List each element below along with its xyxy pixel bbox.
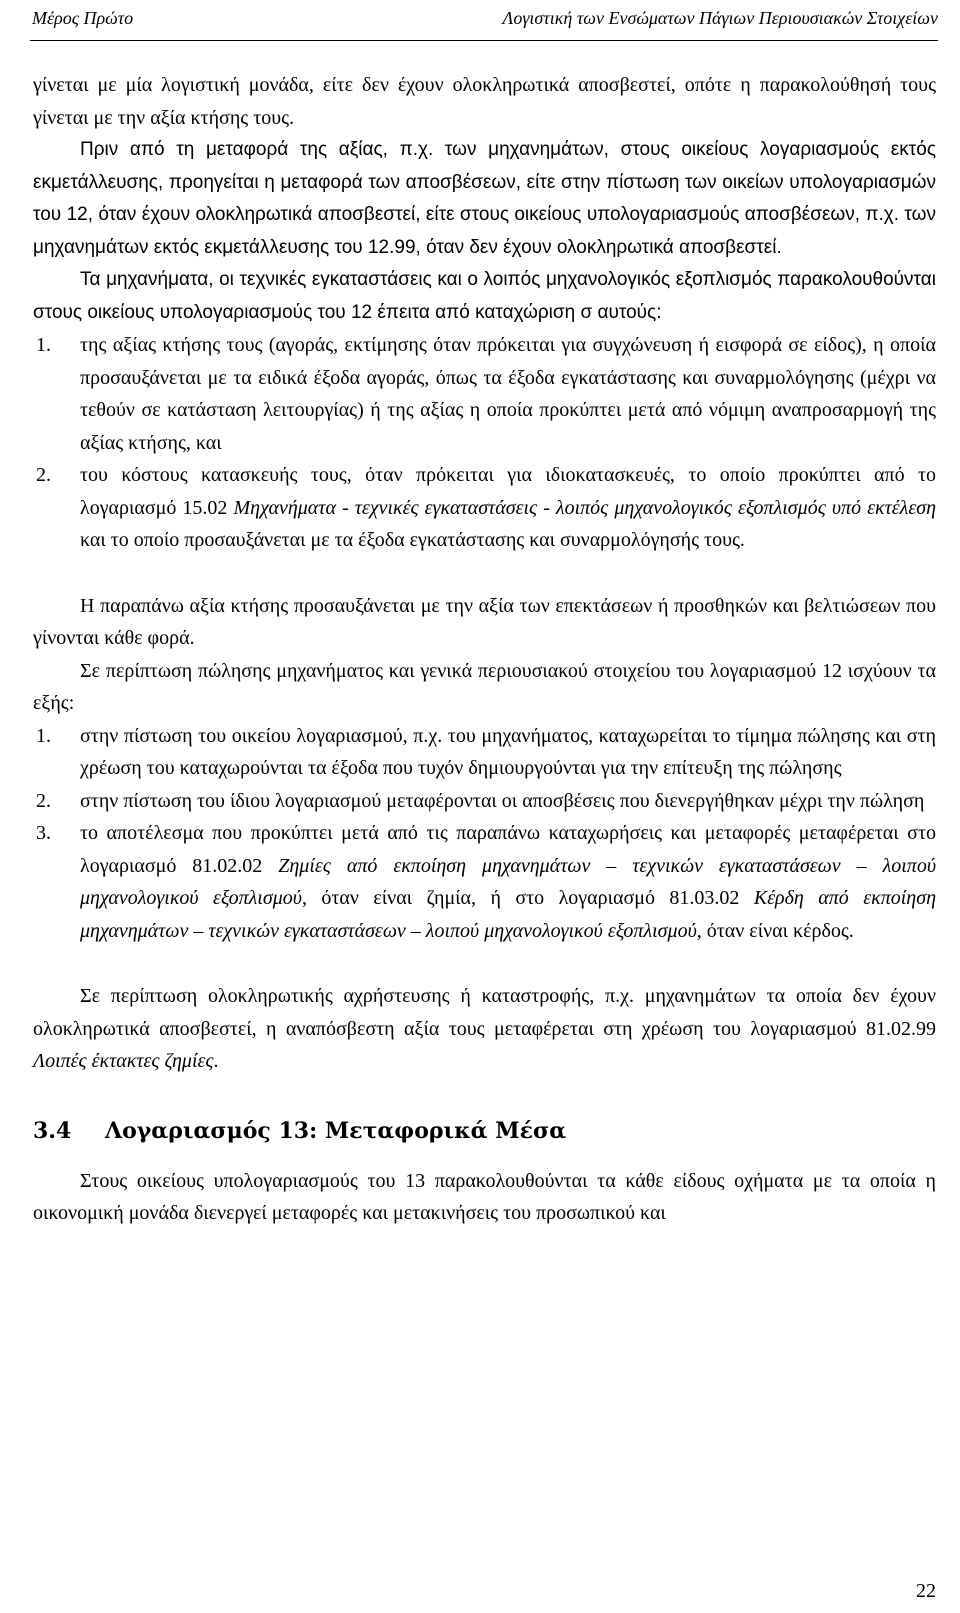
spacer: [33, 557, 936, 590]
account-title-italic: Λοιπές έκτακτες ζημίες: [33, 1050, 214, 1072]
list-number: 3.: [36, 822, 51, 844]
list-number: 2.: [36, 789, 51, 812]
list-text: , όταν είναι ζημία, ή στο λογαριασμό 81.03.02: [301, 887, 754, 909]
list-text: το αποτέλεσμα που προκύπτει μετά από τις παραπάνω καταχωρήσεις και μεταφορές μεταφέρεται στο λογαριασμό 81.02.02: [80, 822, 936, 877]
document-body: [33, 69, 936, 1230]
paragraph-5: Σε περίπτωση πώλησης μηχανήματος και γενικά περιουσιακού στοιχείου του λογαριασμού 12 ισχύουν τα εξής:: [33, 659, 936, 714]
list-number: 1.: [36, 334, 51, 356]
paragraph-1: γίνεται με μία λογιστική μονάδα, είτε δεν έχουν ολοκληρωτικά αποσβεστεί, οπότε η παρακολούθησή τους γίνεται με την αξία κτήσης τους.: [33, 74, 936, 129]
spacer: [33, 947, 936, 980]
paragraph-4: Η παραπάνω αξία κτήσης προσαυξάνεται με την αξία των επεκτάσεων ή προσθηκών και βελτιώσεων που γίνονται κάθε φορά.: [33, 594, 936, 649]
header-chapter-title: Λογιστική των Ενσώματων Πάγιων Περιουσιακών Στοιχείων: [502, 8, 938, 28]
account-title-italic: Μηχανήματα - τεχνικές εγκαταστάσεις - λοιπός μηχανολογικός εξοπλισμός υπό εκτέλεση: [233, 496, 936, 519]
list-item: [33, 720, 936, 785]
list-text: και το οποίο προσαυξάνεται με τα έξοδα εγκατάστασης και συναρμολόγησής τους.: [80, 529, 745, 551]
list-item: [33, 785, 936, 818]
list-text: του κόστους κατασκευής τους, όταν πρόκειται για ιδιοκατασκευές, το οποίο προκύπτει από το λογαριασμό 15.02: [80, 464, 936, 519]
paragraph-text: Σε περίπτωση ολοκληρωτικής αχρήστευσης ή καταστροφής, π.χ. μηχανημάτων τα οποία δεν έχουν ολοκληρωτικά αποσβεστεί, η αναπόσβεστη αξία τους μεταφέρεται στη χρέωση του λογαριασμού 81.02.99: [33, 985, 936, 1040]
list-text: στην πίστωση του οικείου λογαριασμού, π.χ. του μηχανήματος, καταχωρείται το τίμημα πώλησης και στη χρέωση του καταχωρούνται τα έξοδα που τυχόν δημιουργούνται για την επίτευξη της πώλησης: [80, 724, 936, 779]
list-number: 1.: [36, 724, 51, 747]
page-header: [30, 4, 938, 41]
list-text: στην πίστωση του ίδιου λογαριασμού μεταφέρονται οι αποσβέσεις που διενεργήθηκαν μέχρι την πώληση: [80, 789, 925, 812]
list-item: [33, 329, 936, 459]
section-title: Λογαριασμός 13: Μεταφορικά Μέσα: [105, 1117, 567, 1144]
account-title-italic: Ζημίες από εκποίηση μηχανημάτων – τεχνικών εγκαταστάσεων – λοιπού μηχανολογικού εξοπλισμού: [80, 854, 936, 909]
section-number: 3.4: [33, 1117, 72, 1144]
acquisition-list: [33, 329, 936, 557]
paragraph-2: Πριν από τη μεταφορά της αξίας, π.χ. των μηχανημάτων, στους οικείους λογαριασμούς εκτός εκμετάλλευσης, προηγείται η μεταφορά των αποσβέσεων, είτε στην πίστωση των οικείων υπολογαριασμών του 12, όταν έχουν ολοκληρωτικά αποσβεστεί, είτε στους οικείους υπολογαριασμούς αποσβέσεων, π.χ. των μηχανημάτων εκτός εκμετάλλευσης του 12.99, όταν δεν έχουν ολοκληρωτικά αποσβεστεί.: [33, 139, 936, 258]
paragraph-6: [33, 980, 936, 1078]
paragraph-text: .: [213, 1050, 219, 1072]
header-part-label: Μέρος Πρώτο: [32, 8, 134, 28]
sale-list: [33, 720, 936, 948]
section-heading: [33, 1115, 936, 1147]
list-number: 2.: [36, 464, 51, 486]
list-item: [33, 459, 936, 557]
paragraph-3: Τα μηχανήματα, οι τεχνικές εγκαταστάσεις και ο λοιπός μηχανολογικός εξοπλισμός παρακολουθούνται στους οικείους υπολογαριασμούς του 12 έπειτα από καταχώριση σ αυτούς:: [33, 269, 936, 323]
page-number: 22: [916, 1580, 936, 1602]
list-text: , όταν είναι κέρδος.: [696, 919, 854, 942]
list-item: [33, 817, 936, 947]
list-text: της αξίας κτήσης τους (αγοράς, εκτίμησης όταν πρόκειται για συγχώνευση ή εισφορά σε είδος), η οποία προσαυξάνεται με τα ειδικά έξοδα αγοράς, όπως τα έξοδα εγκατάστασης και συναρμολόγησης (μέχρι να τεθούν σε κατάσταση λειτουργίας) ή της αξίας η οποία προκύπτει μετά από νόμιμη αναπροσαρμογή της αξίας κτήσης, και: [80, 334, 936, 454]
account-title-italic: Κέρδη από εκποίηση μηχανημάτων – τεχνικών εγκαταστάσεων – λοιπού μηχανολογικού εξοπλισμού: [80, 887, 936, 942]
paragraph-7: Στους οικείους υπολογαριασμούς του 13 παρακολουθούνται τα κάθε είδους οχήματα με τα οποία η οικονομική μονάδα διενεργεί μεταφορές και μετακινήσεις του προσωπικού και: [33, 1169, 936, 1224]
